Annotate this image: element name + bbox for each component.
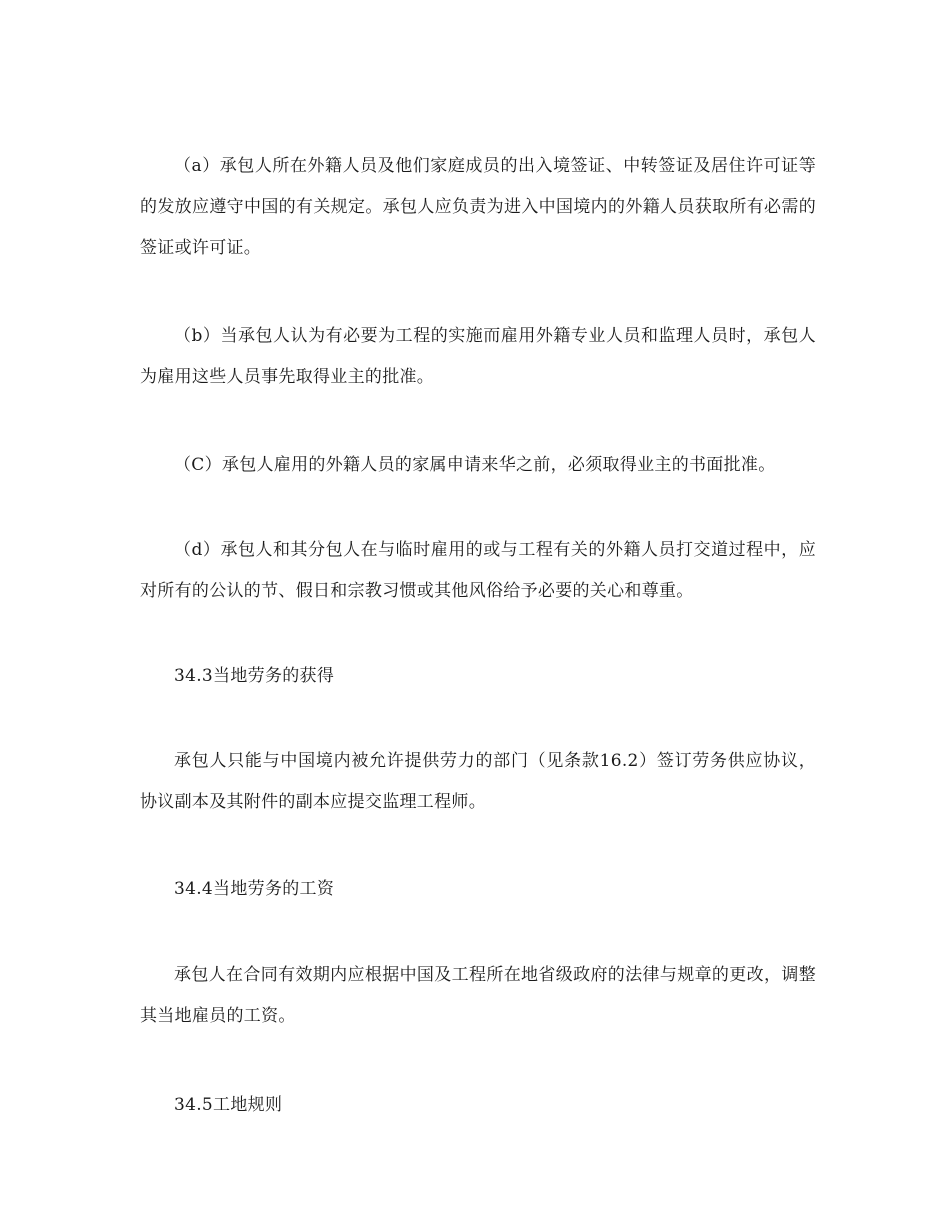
paragraph-c: （C）承包人雇用的外籍人员的家属申请来华之前，必须取得业主的书面批准。: [174, 455, 776, 475]
section-heading-34-3: 34.3当地劳务的获得: [174, 666, 335, 686]
paragraph-d: （d）承包人和其分包人在与临时雇用的或与工程有关的外籍人员打交道过程中，应对所有的公认的节、假日和宗教习惯或其他风俗给予必要的关心和尊重。: [140, 540, 816, 601]
section-heading-34-4: 34.4当地劳务的工资: [174, 879, 335, 899]
paragraph-a: （a）承包人所在外籍人员及他们家庭成员的出入境签证、中转签证及居住许可证等的发放应遵守中国的有关规定。承包人应负责为进入中国境内的外籍人员获取所有必需的签证或许可证。: [140, 156, 816, 258]
section-body-34-3: 承包人只能与中国境内被允许提供劳力的部门（见条款16.2）签订劳务供应协议，协议副本及其附件的副本应提交监理工程师。: [140, 751, 816, 812]
paragraph-b: （b）当承包人认为有必要为工程的实施而雇用外籍专业人员和监理人员时，承包人为雇用这些人员事先取得业主的批准。: [140, 326, 816, 387]
section-body-34-4: 承包人在合同有效期内应根据中国及工程所在地省级政府的法律与规章的更改，调整其当地雇员的工资。: [140, 965, 816, 1026]
section-heading-34-5: 34.5工地规则: [174, 1095, 283, 1115]
